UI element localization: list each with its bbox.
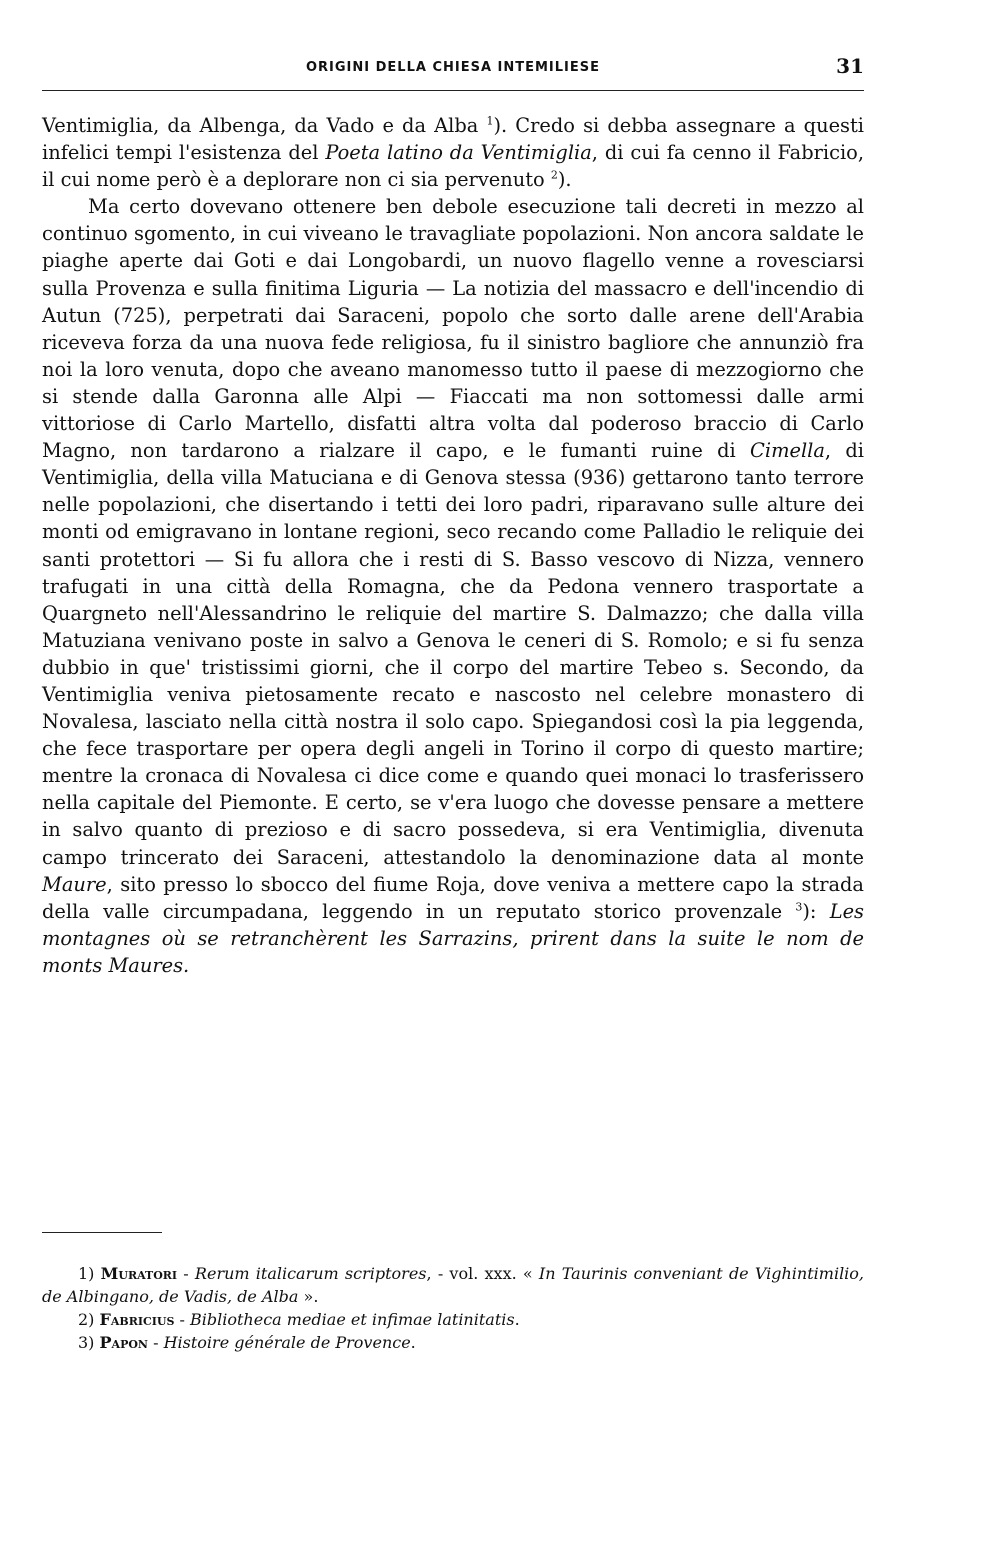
footnote-3 bbox=[42, 1331, 864, 1354]
footnote-ref-2: 2 bbox=[550, 168, 558, 182]
footnote-title: Histoire générale de Provence bbox=[163, 1333, 411, 1352]
footnote-separator: - bbox=[148, 1333, 164, 1352]
footnote-ref-1: 1 bbox=[486, 114, 494, 128]
italic-run: Cimella bbox=[750, 439, 825, 463]
footnote-text: , - vol. xxx. « bbox=[426, 1264, 539, 1283]
paragraph-1 bbox=[42, 112, 864, 193]
text-run: ). bbox=[557, 168, 572, 192]
text-run: ): bbox=[802, 899, 830, 923]
italic-run: Maure bbox=[42, 872, 107, 896]
running-head bbox=[42, 52, 864, 82]
text-run: Ma certo dovevano ottenere ben debole esecuzione tali decreti in mezzo al continuo sgomento, in cui viveano le travagliate popolazioni. Non ancora saldate le piaghe aperte dai Goti e dai Longobardi, un nuovo flagello venne a rovesciarsi sulla Provenza e sulla finitima Liguria — La notizia del massacro e dell'incendio di Autun (725), perpetrati dai Saraceni, popolo che sorto dalle arene dell'Arabia riceveva forza da una nuova fede religiosa, fu il sinistro bagliore che annunziò fra noi la loro venuta, dopo che aveano manomesso tutto il paese di mezzogiorno che si stende dalla Garonna alle Alpi — Fiaccati ma non sottomessi dalle armi vittoriose di Carlo Martello, disfatti altra volta dal poderoso braccio di Carlo Magno, non tardarono a rialzare il capo, e le fumanti ruine di bbox=[42, 195, 864, 463]
footnote-text: . bbox=[410, 1333, 416, 1352]
footnote-title: Rerum italicarum scriptores bbox=[194, 1264, 427, 1283]
footnotes bbox=[42, 1262, 864, 1354]
footnote-ref-3: 3 bbox=[795, 900, 803, 914]
text-run: ). Credo si debba assegnare a questi infelici tempi l'esistenza del bbox=[42, 114, 865, 165]
footnote-separator: - bbox=[177, 1264, 195, 1283]
footnote-text: . bbox=[514, 1310, 520, 1329]
text-run: , di Ventimiglia, della villa Matuciana e di Genova stessa (936) gettarono tanto terrore nelle popolazioni, che disertando i tetti dei loro padri, riparavano sulle alture dei monti od emigravano in lontane regioni, seco recando come Palladio le reliquie dei santi protettori — Si fu allora che i resti di S. Basso vescovo di Nizza, vennero trafugati in una città della Romagna, che da Pedona vennero trasportate a Quargneto nell'Alessandrino le reliquie del martire S. Dalmazzo; che dalla villa Matuziana venivano poste in salvo a Genova le ceneri di S. Romolo; e si fu senza dubbio in que' tristissimi giorni, che il corpo del martire Tebeo s. Secondo, da Ventimiglia veniva pietosamente recato e nascosto nel celebre monastero di Novalesa, lasciato nella città nostra il solo capo. Spiegandosi così la pia leggenda, che fece trasportare per opera degli angeli in Torino il corpo di questo martire; mentre la cronaca di Novalesa ci dice come e quando quei monaci lo trasferissero nella capitale del Piemonte. E certo, se v'era luogo che dovesse pensare a mettere in salvo quanto di prezioso e di sacro possedeva, si era Ventimiglia, divenuta campo trincerato dei Saraceni, attestandolo la denominazione data al monte bbox=[42, 439, 864, 869]
body-text bbox=[42, 112, 864, 979]
paragraph-2 bbox=[42, 193, 864, 979]
footnote-2 bbox=[42, 1308, 864, 1331]
page-number: 31 bbox=[836, 54, 864, 78]
footnote-title: Bibliotheca mediae et infimae latinitatis bbox=[190, 1310, 515, 1329]
footnote-author: Papon bbox=[99, 1333, 148, 1352]
footnote-1 bbox=[42, 1262, 864, 1308]
text-run: , sito presso lo sbocco del fiume Roja, dove veniva a mettere capo la strada della valle circumpadana, leggendo in un reputato storico provenzale bbox=[42, 872, 864, 923]
footnote-separator: - bbox=[174, 1310, 191, 1329]
footnote-number: 1) bbox=[78, 1264, 95, 1283]
italic-run: Poeta latino da Ventimiglia bbox=[325, 141, 592, 165]
footnote-author: Fabricius bbox=[99, 1310, 175, 1329]
text-run: , di cui fa cenno il Fabricio, il cui nome però è a deplorare non ci sia pervenuto bbox=[42, 141, 865, 192]
footnote-number: 2) bbox=[78, 1310, 95, 1329]
footnote-rule bbox=[42, 1232, 162, 1233]
footnote-text: ». bbox=[298, 1287, 319, 1306]
text-run: Ventimiglia, da Albenga, da Vado e da Alba bbox=[42, 114, 487, 137]
running-title: ORIGINI DELLA CHIESA INTEMILIESE bbox=[305, 60, 601, 75]
footnote-author: Muratori bbox=[100, 1264, 178, 1283]
italic-run: Les montagnes où se retranchèrent les Sarrazins, prirent dans la suite le nom de monts Maures. bbox=[42, 899, 864, 977]
footnote-number: 3) bbox=[78, 1333, 95, 1352]
header-rule bbox=[42, 90, 864, 91]
footnote-quote: In Taurinis conveniant de Vighintimilio, de Albingano, de Vadis, de Alba bbox=[42, 1264, 865, 1306]
